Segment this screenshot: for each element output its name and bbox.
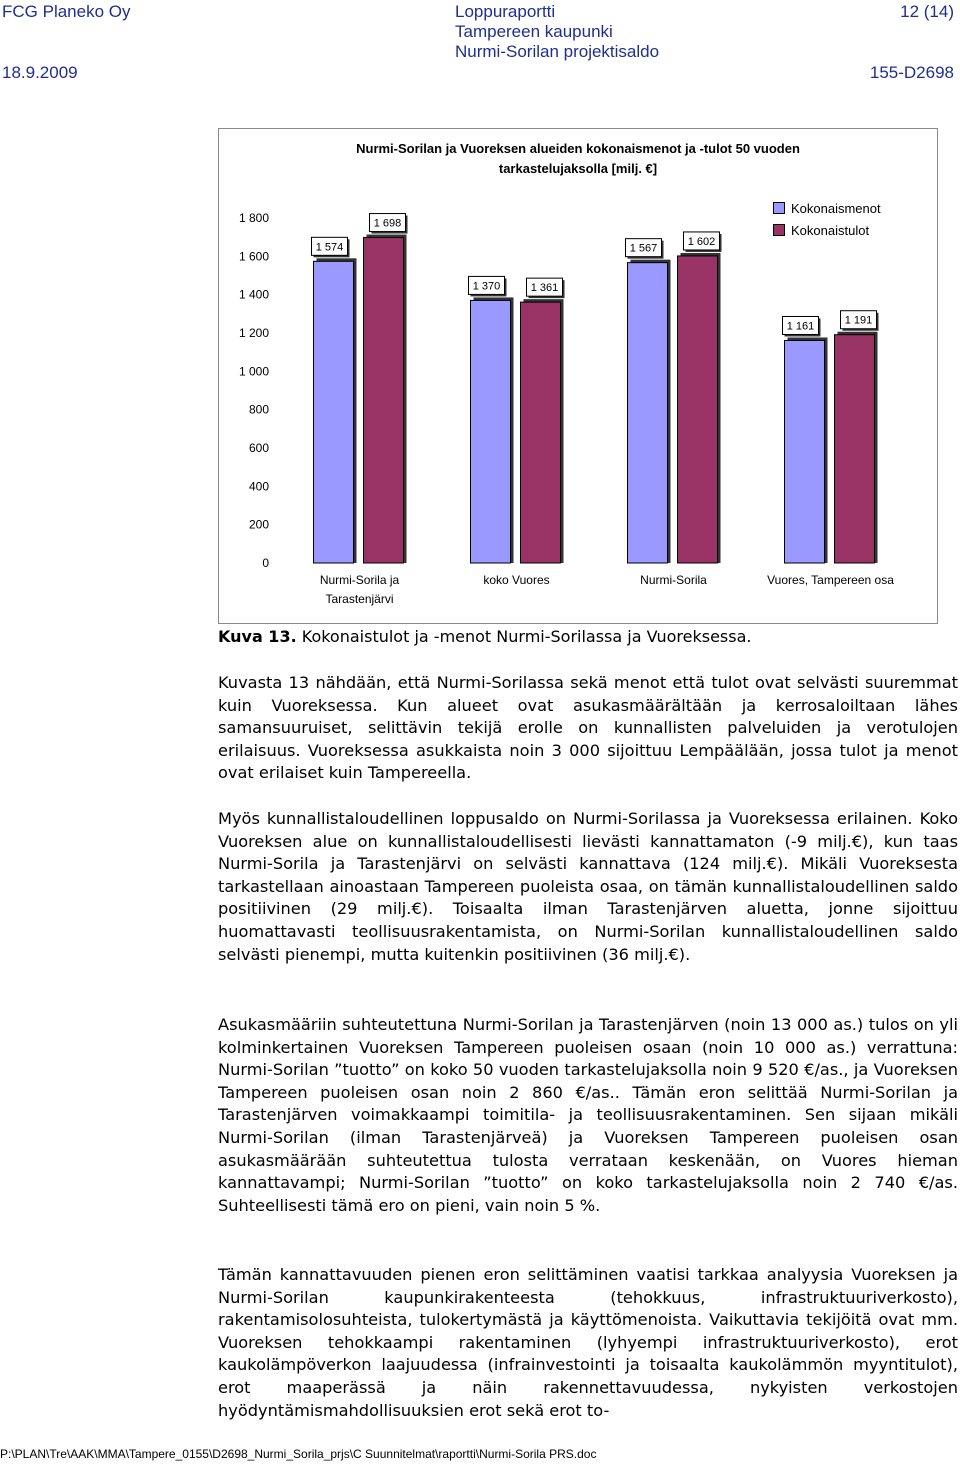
report-title: Loppuraportti <box>455 2 556 21</box>
y-tick-label: 1 400 <box>238 287 269 302</box>
figure-caption <box>218 627 751 646</box>
x-tick-label: Nurmi-Sorila <box>640 573 707 587</box>
data-label: 1 161 <box>786 320 815 333</box>
bar-kokonaismenot-3 <box>785 340 825 563</box>
data-label: 1 567 <box>629 242 658 255</box>
legend-item-kokonaistulot <box>773 219 881 241</box>
chart-frame <box>218 128 938 624</box>
paragraph-2: Myös kunnallistaloudellinen loppusaldo on Nurmi-Sorilassa ja Vuoreksessa erilainen. Koko Vuoreksen alue on kunnallistaloudellisesti lievästi kannattamaton (-9 milj.€), kun taas Nurmi-Sorila ja Tarastenjärvi on selvästi kannattava (124 milj.€). Mikäli Vuoreksesta tarkastellaan ainoastaan Tampereen puoleista osaa, on tämän kunnallistaloudellinen saldo positiivinen (29 milj.€). Toisaalta ilman Tarastenjärven aluetta, jonne sijoittuu huomattavasti teollisuusrakentamista, on Nurmi-Sorilan kunnallistaloudellinen saldo selvästi pienempi, mutta kuitenkin positiivinen (36 milj.€). <box>218 809 958 964</box>
legend-item-kokonaismenot <box>773 197 881 219</box>
data-label: 1 191 <box>844 314 873 327</box>
bar-kokonaistulot-0 <box>364 238 404 563</box>
y-tick-label: 200 <box>248 517 269 532</box>
y-tick-label: 800 <box>248 402 269 417</box>
legend-swatch-kokonaistulot <box>773 224 785 236</box>
company-name: FCG Planeko Oy <box>2 2 131 21</box>
data-label: 1 602 <box>687 235 716 248</box>
page-number: 12 (14) <box>900 2 954 21</box>
paragraph-1: Kuvasta 13 nähdään, että Nurmi-Sorilassa sekä menot että tulot ovat selvästi suuremmat kuin Vuoreksessa. Kun alueet ovat asukasmäärältään ja kerrosaloiltaan lähes samansuuruiset, selittävin tekijä erolle on kunnallisten palveluiden ja verotulojen erilaisuus. Vuoreksessa asukkaista noin 3 000 sijoittuu Lempäälään, jossa tulot ja menot ovat erilaiset kuin Tampereella. <box>218 673 958 783</box>
chart-legend <box>773 197 881 241</box>
x-tick-label: koko Vuores <box>483 573 550 587</box>
legend-label-kokonaismenot: Kokonaismenot <box>791 200 881 216</box>
bar-kokonaismenot-1 <box>471 300 511 563</box>
bar-kokonaismenot-0 <box>314 261 354 563</box>
y-tick-label: 1 000 <box>238 364 269 379</box>
client-name: Tampereen kaupunki <box>455 22 613 41</box>
paragraph-4: Tämän kannattavuuden pienen eron selittäminen vaatisi tarkkaa analyysia Vuoreksen ja Nurmi-Sorilan kaupunkirakenteesta (tehokkuus, infrastruktuuriverkosto), rakentamisolosuhteista, tulokertymästä ja käyttömenoista. Vaikuttavia tekijöitä ovat mm. Vuoreksen tehokkaampi rakentaminen (lyhyempi infrastruktuuriverkosto), erot kaukolämpöverkon laajuudessa (infrainvestointi ja toisaalta kaukolämmön myyntitulot), erot maaperässä ja näin rakennettavuudessa, nykyisten verkostojen hyödyntämismahdollisuuksien erot sekä erot to- <box>218 1265 958 1420</box>
bar-kokonaistulot-1 <box>521 302 561 563</box>
x-tick-label: Vuores, Tampereen osa <box>767 573 894 587</box>
paragraph-3: Asukasmääriin suhteutettuna Nurmi-Sorilan ja Tarastenjärven (noin 13 000 as.) tulos on yli kolminkertainen Vuoreksen Tampereen puoleisen osaan (noin 10 000 as.) verrattuna: Nurmi-Sorilan ”tuotto” on koko 50 vuoden tarkastelujaksolla noin 9 520 €/as., ja Vuoreksen Tampereen puoleisen osan noin 2 860 €/as.. Tämän eron selittää Nurmi-Sorilan ja Tarastenjärven voimakkaampi toimitila- ja teollisuusrakentaminen. Sen sijaan mikäli Nurmi-Sorilan (ilman Tarastenjärveä) ja Vuoreksen Tampereen puoleisen osan asukasmäärään suhteutettua tulosta verrataan keskenään, on Vuores hieman kannattavampi; Nurmi-Sorilan ”tuotto” on koko tarkastelujaksolla noin 2 740 €/as. Suhteellisesti tämä ero on pieni, vain noin 5 %. <box>218 1015 958 1215</box>
document-path: P:\PLAN\Tre\AAK\MMA\Tampere_0155\D2698_Nurmi_Sorila_prjs\C Suunnitelmat\raportti\Nurmi-Sorila PRS.doc <box>0 1447 597 1461</box>
y-tick-label: 1 600 <box>238 249 269 264</box>
data-label: 1 574 <box>315 241 344 254</box>
data-label: 1 698 <box>373 217 402 230</box>
chart-title-line-2: tarkastelujaksolla [milj. €] <box>498 161 658 176</box>
y-tick-label: 1 200 <box>238 326 269 340</box>
x-tick-label: Tarastenjärvi <box>325 592 394 606</box>
bar-kokonaistulot-2 <box>678 256 718 563</box>
caption-text: Kokonaistulot ja -menot Nurmi-Sorilassa ja Vuoreksessa. <box>301 627 752 646</box>
project-code: 155-D2698 <box>869 63 954 82</box>
data-label: 1 370 <box>472 280 501 293</box>
bar-kokonaismenot-2 <box>628 263 668 563</box>
project-name: Nurmi-Sorilan projektisaldo <box>455 42 660 61</box>
caption-label: Kuva 13. <box>218 627 297 646</box>
bar-kokonaistulot-3 <box>835 335 875 563</box>
x-tick-label: Nurmi-Sorila ja <box>319 573 400 587</box>
legend-swatch-kokonaismenot <box>773 202 785 214</box>
report-date: 18.9.2009 <box>2 63 78 82</box>
y-tick-label: 400 <box>248 479 269 494</box>
chart-title-line-1: Nurmi-Sorilan ja Vuoreksen alueiden kokonaismenot ja -tulot 50 vuoden <box>356 141 800 156</box>
legend-label-kokonaistulot: Kokonaistulot <box>791 222 870 238</box>
y-tick-label: 1 800 <box>238 211 269 225</box>
y-tick-label: 0 <box>262 556 269 570</box>
data-label: 1 361 <box>530 282 559 295</box>
y-tick-label: 600 <box>248 441 269 455</box>
